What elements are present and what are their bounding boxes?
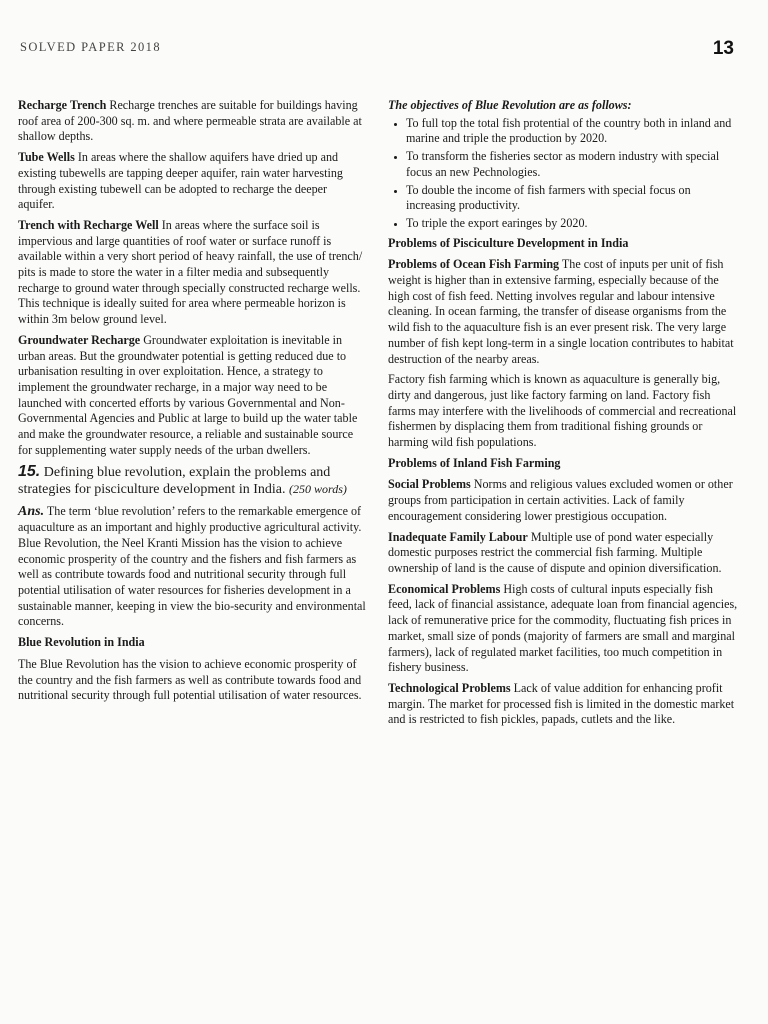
page-header	[20, 34, 734, 62]
page-number: 13	[712, 38, 734, 59]
paragraph-technological-problems: Technological Problems Lack of value addition for enhancing profit margin. The market for processed fish is limited in the domestic market and is restricted to fish pickles, papads, cutlets and the like.	[388, 680, 735, 727]
paragraph-tube-wells: Tube Wells In areas where the shallow aquifers have dried up and existing tubewells are tapping deeper aquifer, rain water harvesting through existing tubewell can be adopted to recharge the deeper aquifer.	[18, 150, 343, 212]
objectives-title: The objectives of Blue Revolution are as follows:	[388, 98, 632, 112]
objectives-list	[388, 116, 738, 232]
list-item: • To full top the total fish protential of the country both in inland and marine and triple the production by 2020.	[406, 116, 738, 147]
paragraph-family-labour: Inadequate Family Labour Multiple use of pond water especially domestic purposes restrict the commercial fish farming. Multiple ownership of land is the cause of dispute and opinion diversification.	[388, 529, 722, 575]
answer-paragraph: Ans. The term ‘blue revolution’ refers to the remarkable emergence of aquaculture as an important and highly productive agricultural activity. Blue Revolution, the Neel Kranti Mission has the vision to achieve economic prosperity of the country and the fishers and fish farmers as well as contribute towards food and nutritional security through full potential utilisation of water resources for fisheries development in a sustainable manner, keeping in view the bio-security and environmental concerns.	[18, 504, 366, 629]
list-item: • To triple the export earinges by 2020.	[406, 216, 738, 232]
paragraph-social-problems: Social Problems Norms and religious values excluded women or other groups from participation in certain activities. Lack of family encouragement considering lower prestigious occupation.	[388, 477, 733, 523]
heading-inland-fish-farming: Problems of Inland Fish Farming	[388, 455, 561, 470]
list-item: • To transform the fisheries sector as modern industry with special focus an new Pechnologies.	[406, 149, 738, 180]
paragraph-trench-recharge-well: Trench with Recharge Well In areas where the surface soil is impervious and large quantities of roof water or surface runoff is available within a very short period of heavy rainfall, the use of trench/ pits is made to store the water in a filter media and subsequently recharge to ground water through specially constructed recharge wells. This technique is ideally suited for area where permeable horizon is within 3m below ground level.	[18, 217, 363, 327]
heading-pisciculture-problems: Problems of Pisciculture Development in India	[388, 235, 629, 250]
paragraph-blue-revolution: The Blue Revolution has the vision to achieve economic prosperity of the country and the fish farmers as well as contribute towards food and nutritional security through full potential utilisation of water resources.	[18, 656, 362, 703]
left-column	[18, 98, 366, 709]
paragraph-economical-problems: Economical Problems High costs of cultural inputs especially fish feed, lack of financial assistance, adequate loan from financial agencies, lack of remunerative price for the commodity, fluctuating fish prices in market, small size of ponds (majority of farmers are small and marginal farmers), lack of regulated market facilities, too much competition in fishery business.	[388, 581, 738, 675]
right-column	[388, 98, 738, 733]
paragraph-factory-fish-farming: Factory fish farming which is known as aquaculture is generally big, dirty and dangerous, just like factory farming on land. Factory fish farms may interfere with the livelihoods of commercial and recreational fishermen by displacing them from traditional fishing grounds or harming wild fish populations.	[388, 372, 737, 450]
paragraph-recharge-trench: Recharge Trench Recharge trenches are suitable for buildings having roof area of 200-300 sq. m. and where permeable strata are available at shallow depths.	[18, 98, 362, 144]
heading-blue-revolution-india: Blue Revolution in India	[18, 635, 145, 650]
question-15: 15. Defining blue revolution, explain the problems and strategies for pisciculture development in India. (250 words)	[18, 463, 347, 498]
running-header: SOLVED PAPER 2018	[20, 40, 161, 54]
list-item: • To double the income of fish farmers with special focus on increasing productivity.	[406, 183, 738, 214]
paragraph-ocean-fish-farming: Problems of Ocean Fish Farming The cost of inputs per unit of fish weight is higher than in extensive farming, especially because of the high cost of fish feed. Netting involves regular and labour intensive cleaning. In ocean farming, the transfer of disease organisms from the wild fish to the aquaculture fish is an ever present risk. The very large number of fish kept long-term in a single location contributes to habitat destruction of the nearby areas.	[388, 257, 734, 366]
paragraph-groundwater-recharge: Groundwater Recharge Groundwater exploitation is inevitable in urban areas. But the groundwater potential is getting reduced due to urbanisation resulting in over exploitation. Hence, a strategy to implement the groundwater recharge, in a major way need to be launched with concerted efforts by various Governmental and Non-Governmental Agencies and Public at large to build up the water table and make the groundwater resource, a reliable and sustainable source for supplementing water supply needs of the urban dwellers.	[18, 332, 358, 457]
